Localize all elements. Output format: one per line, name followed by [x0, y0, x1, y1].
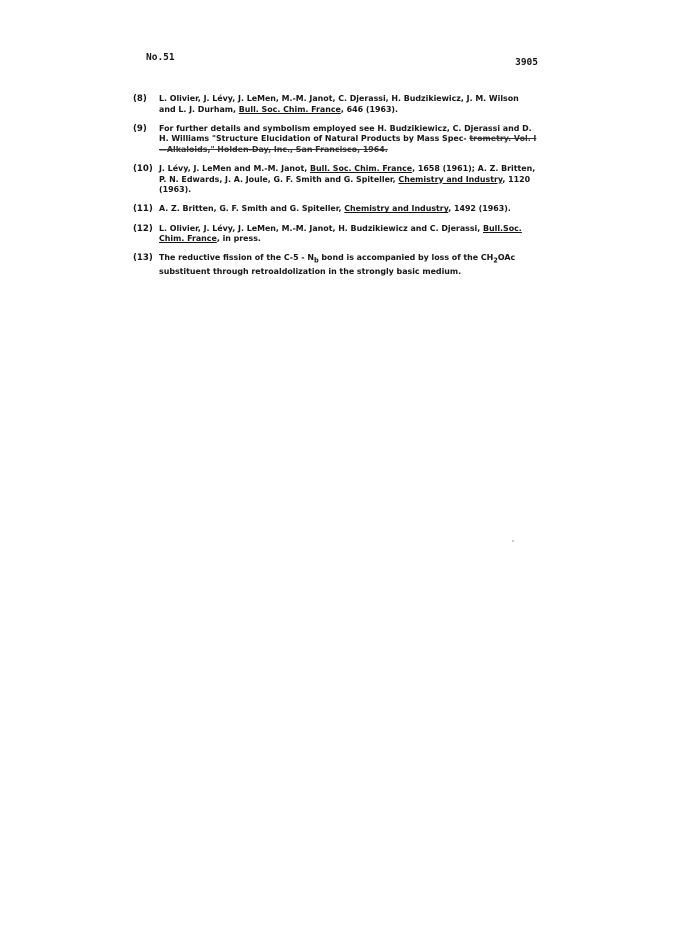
reference-note: For further details and symbolism employed see H. Budzikiewicz, C. Djerassi and D. H. Williams "Structure Elucidation of Natural Products by Mass Spec- [159, 123, 532, 144]
page-header [146, 52, 538, 68]
subscript: 2 [493, 257, 498, 266]
reference-citation: , 646 (1963). [340, 104, 399, 114]
reference-number: (8) [133, 94, 147, 104]
reference-authors: A. Z. Britten, G. F. Smith and G. Spiteller, [159, 204, 345, 214]
journal-number: No.51 [146, 52, 175, 63]
journal-title: Bull. Soc. Chim. France [238, 104, 341, 114]
reference-number: (11) [133, 204, 153, 215]
reference-authors: L. Olivier, J. Lévy, J. LeMen, M.-M. Janot, H. Budzikiewicz and C. Djerassi, [159, 223, 483, 233]
reference-number: (12) [133, 223, 153, 234]
reference-authors: J. Lévy, J. LeMen and M.-M. Janot, [159, 163, 310, 173]
reference-text [159, 124, 538, 156]
note-text: bond is accompanied by loss of the CH [318, 253, 494, 263]
reference-text [159, 204, 538, 215]
reference-text [159, 94, 538, 115]
note-text: The reductive fission of the C-5 - N [159, 253, 314, 263]
reference-item [133, 164, 538, 196]
journal-title: Chemistry and Industry [398, 174, 503, 184]
reference-list [133, 94, 538, 286]
page-number: 3905 [515, 57, 538, 68]
struck-through-citation: trometry. Vol. I—Alkaloids," Holden-Day, Inc., San Francisco, 1964. [159, 134, 537, 154]
reference-text [159, 164, 538, 196]
reference-citation: , in press. [216, 234, 261, 244]
reference-item [133, 124, 538, 156]
reference-citation: , 1492 (1963). [448, 204, 511, 214]
reference-item [133, 94, 538, 115]
reference-citation: , 1120 (1963). [159, 174, 531, 195]
reference-text [159, 224, 538, 245]
scan-speck [512, 540, 514, 542]
reference-authors: L. Olivier, J. Lévy, J. LeMen, M.-M. Janot, C. Djerassi, H. Budzikiewicz, J. M. Wilson and L. J. Durham, [159, 94, 519, 114]
reference-text [159, 253, 538, 277]
journal-title: Chemistry and Industry [344, 204, 449, 214]
reference-citation: , 1658 (1961); A. Z. Britten, P. N. Edwards, J. A. Joule, G. F. Smith and G. Spiteller, [159, 163, 536, 184]
reference-number: (10) [133, 163, 153, 174]
reference-number: (13) [133, 253, 153, 264]
reference-item [133, 204, 538, 215]
reference-number: (9) [133, 123, 147, 134]
subscript: b [313, 257, 319, 266]
journal-title: Bull.Soc. Chim. France [159, 223, 522, 244]
journal-title: Bull. Soc. Chim. France [309, 163, 413, 173]
note-text: OAc substituent through retroaldolization in the strongly basic medium. [159, 253, 516, 276]
reference-item [133, 253, 538, 277]
reference-item [133, 224, 538, 245]
